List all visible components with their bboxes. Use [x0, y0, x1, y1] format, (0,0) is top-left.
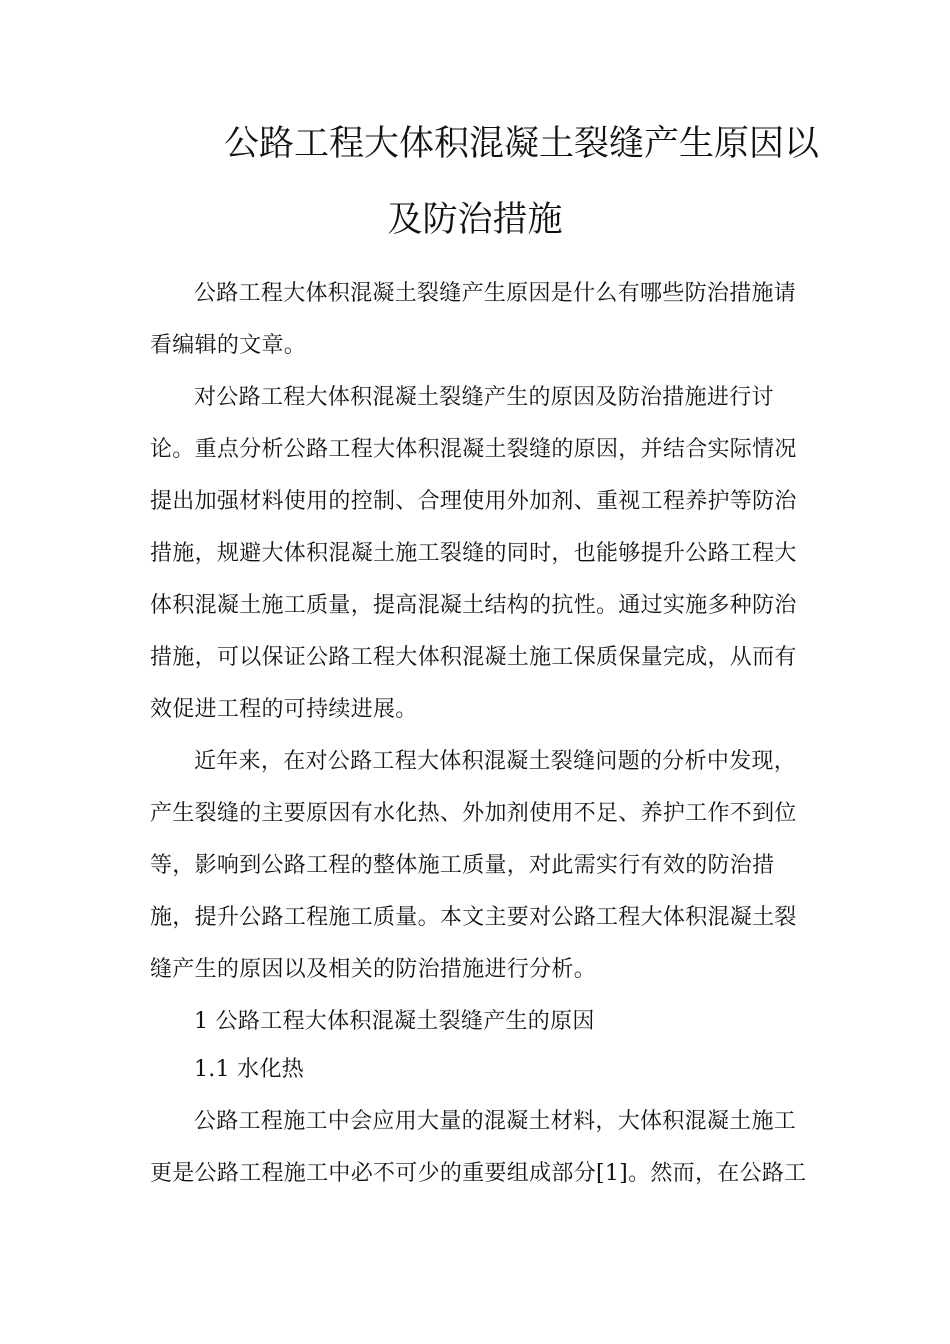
text-line: 对公路工程大体积混凝土裂缝产生的原因及防治措施进行讨 — [194, 385, 774, 410]
text-line: 产生裂缝的主要原因有水化热、外加剂使用不足、养护工作不到位 — [150, 801, 797, 826]
text-line: 更是公路工程施工中必不可少的重要组成部分[1]。然而，在公路工 — [150, 1161, 807, 1186]
text-line: 公路工程施工中会应用大量的混凝土材料，大体积混凝土施工 — [194, 1109, 797, 1134]
document-title-line-2: 及防治措施 — [387, 200, 563, 240]
text-line: 提出加强材料使用的控制、合理使用外加剂、重视工程养护等防治 — [150, 489, 797, 514]
text-line: 等，影响到公路工程的整体施工质量，对此需实行有效的防治措 — [150, 853, 775, 878]
document-title-line-1: 公路工程大体积混凝土裂缝产生原因以 — [224, 124, 820, 164]
text-line: 体积混凝土施工质量，提高混凝土结构的抗性。通过实施多种防治 — [150, 593, 797, 618]
text-line: 效促进工程的可持续进展。 — [150, 697, 418, 722]
text-line: 缝产生的原因以及相关的防治措施进行分析。 — [150, 957, 597, 982]
text-line: 论。重点分析公路工程大体积混凝土裂缝的原因，并结合实际情况 — [150, 437, 797, 462]
text-line: 施，提升公路工程施工质量。本文主要对公路工程大体积混凝土裂 — [150, 905, 797, 930]
text-line: 公路工程大体积混凝土裂缝产生原因是什么有哪些防治措施请 — [194, 281, 797, 306]
text-line: 措施，规避大体积混凝土施工裂缝的同时，也能够提升公路工程大 — [150, 541, 797, 566]
text-line: 看编辑的文章。 — [150, 333, 307, 358]
text-line: 近年来，在对公路工程大体积混凝土裂缝问题的分析中发现， — [194, 749, 797, 774]
subsection-heading: 1.1 水化热 — [194, 1057, 305, 1082]
section-heading: 1 公路工程大体积混凝土裂缝产生的原因 — [194, 1009, 595, 1034]
text-line: 措施，可以保证公路工程大体积混凝土施工保质保量完成，从而有 — [150, 645, 797, 670]
